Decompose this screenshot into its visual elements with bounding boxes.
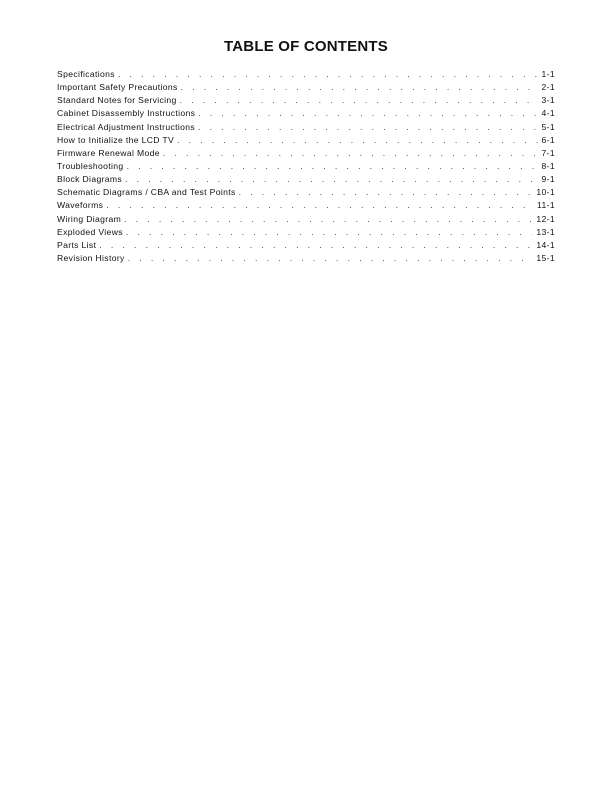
toc-page-number: 15-1 xyxy=(536,252,555,263)
toc-entry-electrical-adjustment-instructions[interactable] xyxy=(57,121,555,134)
toc-page-number: 4-1 xyxy=(541,108,555,119)
toc-entry-revision-history[interactable] xyxy=(57,252,555,265)
dot-leader xyxy=(118,68,538,81)
toc-page-number: 12-1 xyxy=(536,213,555,224)
toc-entry-parts-list[interactable] xyxy=(57,239,555,252)
toc-page-number: 3-1 xyxy=(541,95,555,106)
toc-entry-label: Standard Notes for Servicing xyxy=(57,95,177,106)
toc-entry-wiring-diagram[interactable] xyxy=(57,213,555,226)
toc-entry-label: Parts List xyxy=(57,239,97,250)
toc-page-number: 8-1 xyxy=(541,160,555,171)
toc-entry-important-safety-precautions[interactable] xyxy=(57,81,555,94)
toc-entry-label: How to Initialize the LCD TV xyxy=(57,134,175,145)
toc-entry-schematic-diagrams-cba-and-test-points[interactable] xyxy=(57,186,555,199)
dot-leader xyxy=(198,121,538,134)
toc-entry-how-to-initialize-the-lcd-tv[interactable] xyxy=(57,134,555,147)
toc-page-number: 9-1 xyxy=(541,174,555,185)
toc-entry-label: Cabinet Disassembly Instructions xyxy=(57,108,196,119)
toc-page-number: 14-1 xyxy=(536,239,555,250)
toc-entry-specifications[interactable] xyxy=(57,68,555,81)
toc-entry-cabinet-disassembly-instructions[interactable] xyxy=(57,107,555,120)
dot-leader xyxy=(177,134,537,147)
dot-leader xyxy=(126,226,532,239)
toc-entry-exploded-views[interactable] xyxy=(57,226,555,239)
toc-entry-label: Wiring Diagram xyxy=(57,213,122,224)
dot-leader xyxy=(127,160,538,173)
dot-leader xyxy=(180,94,538,107)
toc-entry-label: Revision History xyxy=(57,252,125,263)
toc-page-number: 2-1 xyxy=(541,82,555,93)
toc-entry-standard-notes-for-servicing[interactable] xyxy=(57,94,555,107)
toc-page-number: 11-1 xyxy=(537,200,555,211)
toc-entry-label: Specifications xyxy=(57,69,115,79)
dot-leader xyxy=(125,173,537,186)
dot-leader xyxy=(198,107,537,120)
page-title: TABLE OF CONTENTS xyxy=(224,38,388,55)
dot-leader xyxy=(163,147,538,160)
toc-entry-block-diagrams[interactable] xyxy=(57,173,555,186)
dot-leader xyxy=(128,252,533,265)
dot-leader xyxy=(239,186,533,199)
toc-entry-label: Exploded Views xyxy=(57,226,123,237)
toc-page-number: 10-1 xyxy=(536,187,555,198)
toc-page-number: 1-1 xyxy=(541,69,555,79)
toc-page-number: 5-1 xyxy=(541,121,555,132)
dot-leader xyxy=(99,239,532,252)
dot-leader xyxy=(106,199,533,212)
toc-entry-label: Block Diagrams xyxy=(57,174,123,185)
toc-entry-troubleshooting[interactable] xyxy=(57,160,555,173)
toc-entry-waveforms[interactable] xyxy=(57,199,555,212)
toc-entry-label: Firmware Renewal Mode xyxy=(57,147,160,158)
toc-page-number: 6-1 xyxy=(541,134,555,145)
toc-entry-label: Troubleshooting xyxy=(57,160,124,171)
toc-entry-firmware-renewal-mode[interactable] xyxy=(57,147,555,160)
toc-page-number: 7-1 xyxy=(541,147,555,158)
dot-leader xyxy=(181,81,538,94)
dot-leader xyxy=(124,213,532,226)
table-of-contents xyxy=(57,68,555,265)
toc-entry-label: Important Safety Precautions xyxy=(57,82,178,93)
toc-entry-label: Schematic Diagrams / CBA and Test Points xyxy=(57,187,236,198)
toc-page-number: 13-1 xyxy=(536,226,555,237)
toc-entry-label: Electrical Adjustment Instructions xyxy=(57,121,195,132)
toc-entry-label: Waveforms xyxy=(57,200,104,211)
